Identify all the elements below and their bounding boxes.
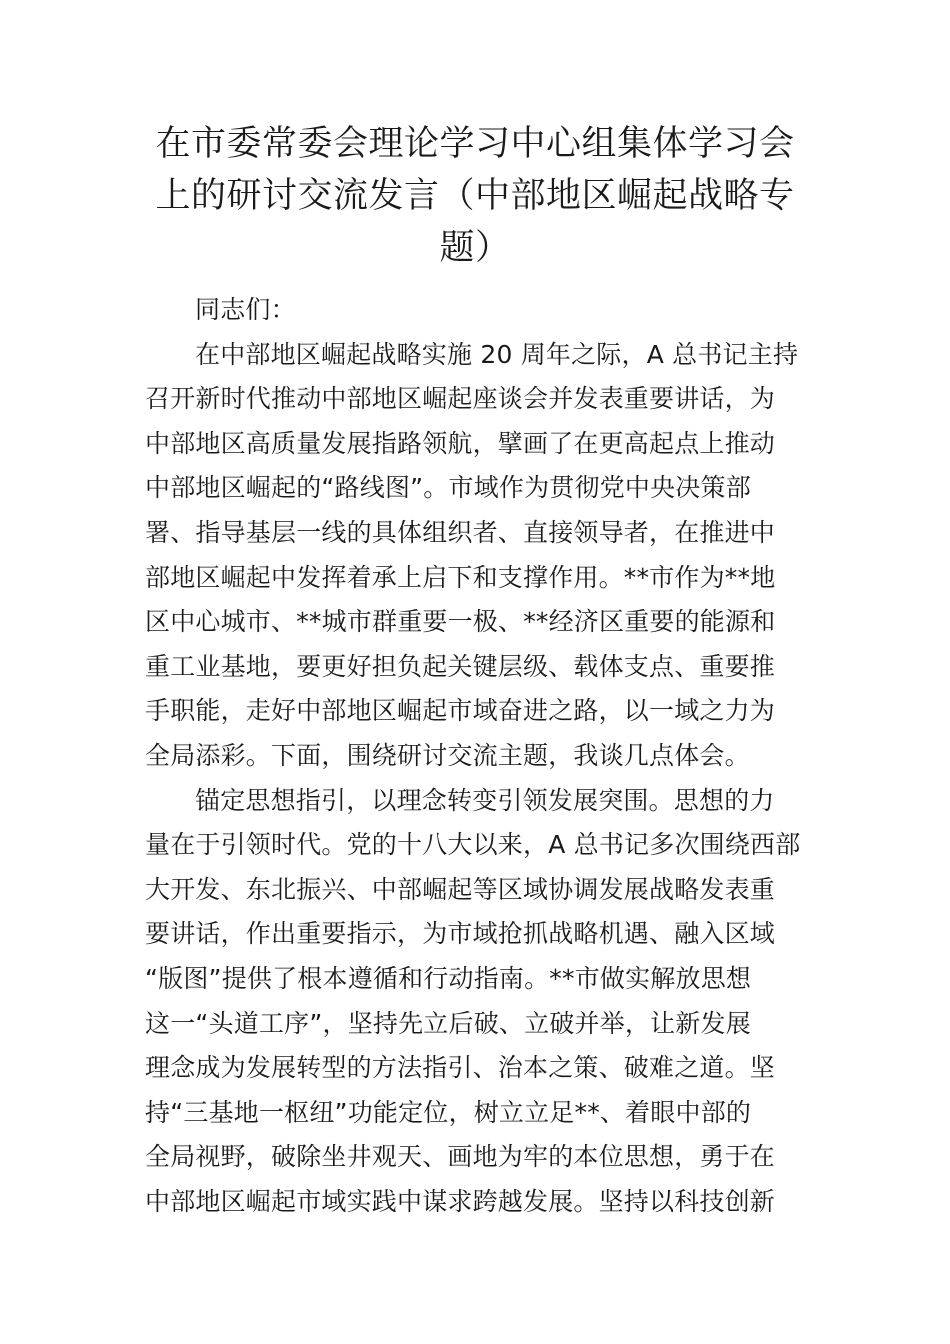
paragraph-line: 在中部地区崛起战略实施 20 周年之际，A 总书记主持 — [195, 339, 799, 369]
paragraph-line: 全局视野，破除坐井观天、画地为牢的本位思想，勇于在 — [145, 1142, 776, 1172]
paragraph-line: 全局添彩。下面，围绕研讨交流主题，我谈几点体会。 — [145, 740, 750, 770]
paragraph-line: 中部地区崛起的“路线图”。市域作为贯彻党中央决策部 — [145, 473, 751, 503]
paragraph-line: 量在于引领时代。党的十八大以来，A 总书记多次围绕西部 — [145, 830, 801, 860]
paragraph-line: “版图”提供了根本遵循和行动指南。**市做实解放思想 — [145, 963, 752, 993]
title-line: 上的研讨交流发言（中部地区崛起战略专 — [155, 176, 795, 216]
title-line: 在市委常委会理论学习中心组集体学习会 — [155, 124, 795, 164]
paragraph-line: 召开新时代推动中部地区崛起座谈会并发表重要讲话，为 — [145, 384, 776, 414]
paragraph-line: 大开发、东北振兴、中部崛起等区域协调发展战略发表重 — [145, 874, 776, 904]
paragraph-line: 要讲话，作出重要指示，为市域抢抓战略机遇、融入区域 — [145, 919, 776, 949]
document-title — [140, 118, 810, 274]
paragraph-line: 理念成为发展转型的方法指引、治本之策、破难之道。坚 — [145, 1053, 776, 1083]
paragraph-line: 手职能，走好中部地区崛起市域奋进之路，以一域之力为 — [145, 696, 776, 726]
paragraph-line: 署、指导基层一线的具体组织者、直接领导者，在推进中 — [145, 517, 776, 547]
paragraph-line: 持“三基地一枢纽”功能定位，树立立足**、着眼中部的 — [145, 1097, 752, 1127]
title-line: 题） — [439, 228, 511, 268]
paragraph-line: 区中心城市、**城市群重要一极、**经济区重要的能源和 — [145, 607, 776, 637]
paragraph-line: 部地区崛起中发挥着承上启下和支撑作用。**市作为**地 — [145, 562, 776, 592]
paragraph-line: 重工业基地，要更好担负起关键层级、载体支点、重要推 — [145, 651, 776, 681]
paragraph-line: 锚定思想指引，以理念转变引领发展突围。思想的力 — [195, 785, 775, 815]
paragraph-line: 中部地区高质量发展指路领航，擘画了在更高起点上推动 — [145, 428, 776, 458]
document-body — [145, 288, 815, 1224]
salutation: 同志们： — [195, 295, 296, 324]
paragraph-line: 中部地区崛起市域实践中谋求跨越发展。坚持以科技创新 — [145, 1186, 776, 1216]
paragraph-line: 这一“头道工序”，坚持先立后破、立破并举，让新发展 — [145, 1008, 751, 1038]
